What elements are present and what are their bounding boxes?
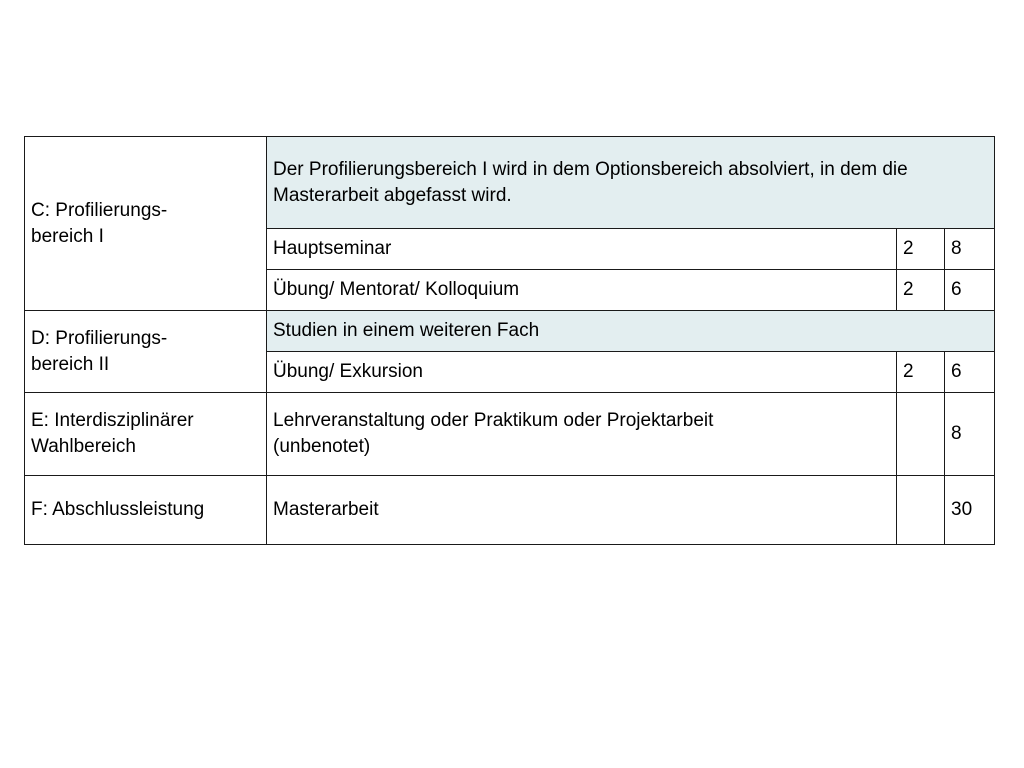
lp-cell: 30 <box>945 476 995 545</box>
table-row <box>25 393 995 476</box>
module-table <box>24 136 995 545</box>
lp-cell: 8 <box>945 393 995 476</box>
course-name-cell: Übung/ Mentorat/ Kolloquium <box>267 270 897 311</box>
lp-cell: 6 <box>945 270 995 311</box>
sws-cell: 2 <box>897 229 945 270</box>
course-name-cell: Masterarbeit <box>267 476 897 545</box>
table-row <box>25 137 995 229</box>
area-cell-c: C: Profilierungs- bereich I <box>25 137 267 311</box>
sws-cell: 2 <box>897 352 945 393</box>
area-cell-e: E: Interdisziplinärer Wahlbereich <box>25 393 267 476</box>
note-cell-c: Der Profilierungsbereich I wird in dem Optionsbereich absolviert, in dem die Masterarbeit abgefasst wird. <box>267 137 995 229</box>
table-row <box>25 311 995 352</box>
course-name-cell: Hauptseminar <box>267 229 897 270</box>
note-cell-d: Studien in einem weiteren Fach <box>267 311 995 352</box>
course-name-cell: Übung/ Exkursion <box>267 352 897 393</box>
area-cell-d: D: Profilierungs- bereich II <box>25 311 267 393</box>
table-row <box>25 476 995 545</box>
sws-cell <box>897 393 945 476</box>
area-cell-f: F: Abschlussleistung <box>25 476 267 545</box>
lp-cell: 6 <box>945 352 995 393</box>
sws-cell <box>897 476 945 545</box>
lp-cell: 8 <box>945 229 995 270</box>
sws-cell: 2 <box>897 270 945 311</box>
course-name-cell: Lehrveranstaltung oder Praktikum oder Projektarbeit (unbenotet) <box>267 393 897 476</box>
